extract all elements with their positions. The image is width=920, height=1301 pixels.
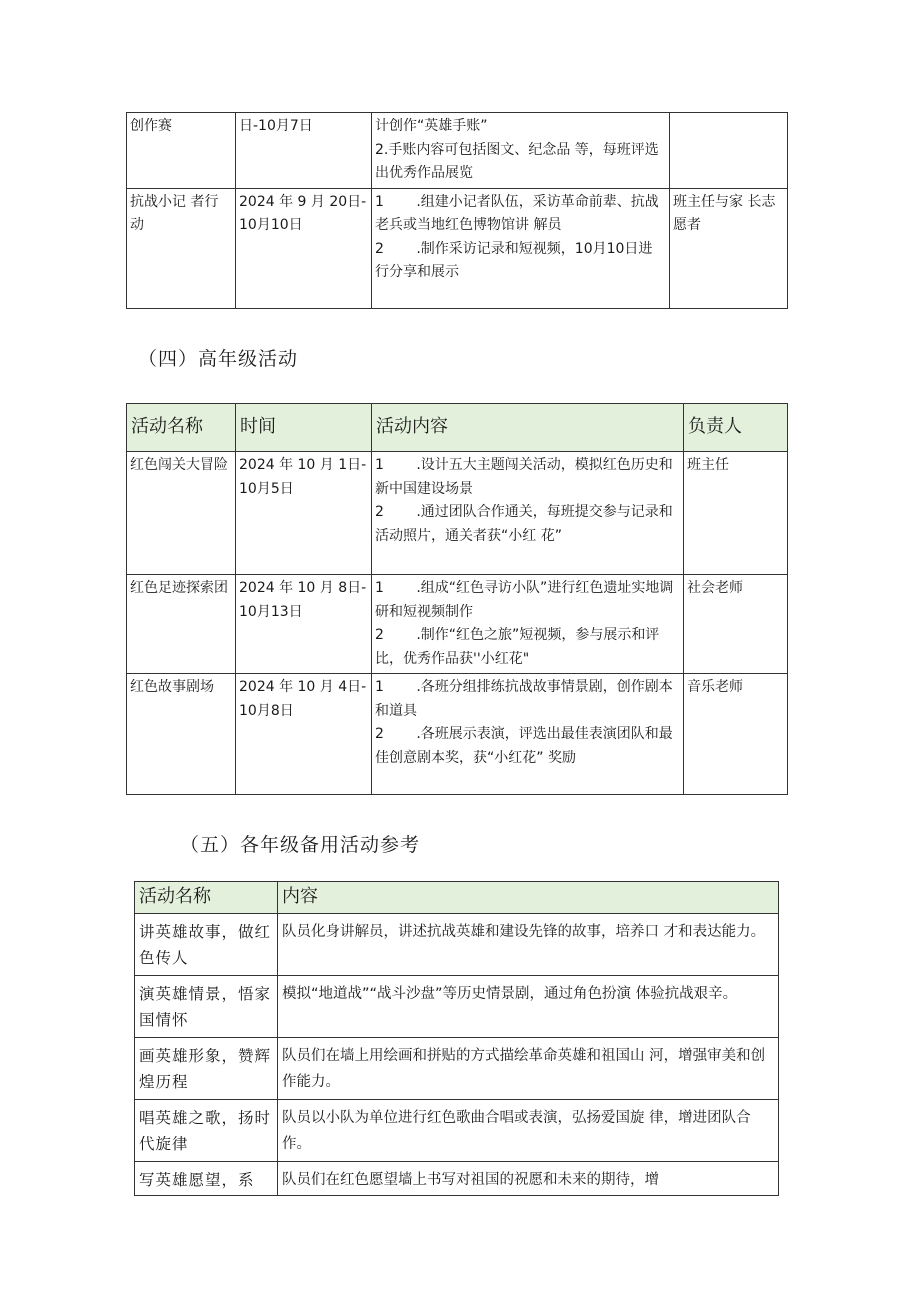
content-line: 1 .组成“红色寻访小队”进行红色遗址实地调研和短视频制作	[375, 580, 674, 620]
activity-name-cell: 画英雄形象，赞辉煌历程	[135, 1038, 278, 1100]
activity-content-cell: 队员们在红色愿望墙上书写对祖国的祝愿和未来的期待，增	[278, 1162, 779, 1196]
section-heading-backup: （五）各年级备用活动参考	[180, 834, 421, 856]
content-line: 1 .各班分组排练抗战故事情景剧，创作剧本和道具	[375, 679, 673, 719]
activity-time-cell: 2024 年 10 月 8日-10月13日	[236, 575, 372, 674]
table-row	[127, 674, 788, 795]
column-header-owner: 负责人	[684, 404, 788, 452]
table-row	[127, 188, 788, 308]
activity-content-cell	[372, 188, 670, 308]
activity-time-cell: 2024 年 10 月 4日-10月8日	[236, 674, 372, 795]
activity-name-cell: 红色闯关大冒险	[127, 452, 236, 575]
table-row	[135, 1038, 779, 1100]
content-line: 1 .设计五大主题闯关活动，模拟红色历史和新中国建设场景	[375, 457, 673, 497]
content-line: 2 .各班展示表演，评选出最佳表演团队和最佳创意剧本奖，获“小红花” 奖励	[375, 726, 673, 766]
activity-name-cell: 创作赛	[127, 113, 236, 189]
activity-name-cell: 唱英雄之歌，扬时代旋律	[135, 1100, 278, 1162]
activity-content-cell	[372, 452, 684, 575]
table-row	[135, 1162, 779, 1196]
activity-content-cell	[372, 113, 670, 189]
table-row	[127, 113, 788, 189]
table-row	[127, 452, 788, 575]
activity-owner-cell	[670, 113, 788, 189]
column-header-name: 活动名称	[127, 404, 236, 452]
activity-name-cell: 红色足迹探索团	[127, 575, 236, 674]
activity-content-cell	[372, 575, 684, 674]
activity-table-continued	[126, 112, 788, 309]
senior-activity-table	[126, 403, 788, 795]
activity-content-cell: 队员以小队为单位进行红色歌曲合唱或表演，弘扬爱国旋 律，增进团队合作。	[278, 1100, 779, 1162]
activity-content-cell: 队员们在墙上用绘画和拼贴的方式描绘革命英雄和祖国山 河，增强审美和创作能力。	[278, 1038, 779, 1100]
section-heading-senior: （四）高年级活动	[138, 348, 299, 370]
activity-time-cell: 日-10月7日	[236, 113, 372, 189]
activity-owner-cell: 班主任	[684, 452, 788, 575]
activity-name-cell: 演英雄情景，悟家国情怀	[135, 976, 278, 1038]
table-row	[135, 976, 779, 1038]
activity-name-cell: 写英雄愿望，系	[135, 1162, 278, 1196]
activity-owner-cell: 班主任与家 长志愿者	[670, 188, 788, 308]
table-row	[127, 575, 788, 674]
activity-content-cell	[372, 674, 684, 795]
content-line: 2 .通过团队合作通关，每班提交参与记录和活动照片，通关者获“小红 花”	[375, 504, 673, 544]
backup-activity-table	[134, 881, 779, 1196]
content-line: 2.手账内容可包括图文、纪念品 等，每班评选出优秀作品展览	[375, 141, 659, 181]
activity-owner-cell: 音乐老师	[684, 674, 788, 795]
activity-content-cell: 模拟“地道战”“战斗沙盘”等历史情景剧，通过角色扮演 体验抗战艰辛。	[278, 976, 779, 1038]
content-line: 2 .制作“红色之旅”短视频，参与展示和评比，优秀作品获''小红花"	[375, 627, 660, 667]
activity-owner-cell: 社会老师	[684, 575, 788, 674]
table-header-row	[127, 404, 788, 452]
table-row	[135, 1100, 779, 1162]
activity-name-cell: 抗战小记 者行动	[127, 188, 236, 308]
activity-time-cell: 2024 年 9 月 20日-10月10日	[236, 188, 372, 308]
activity-content-cell: 队员化身讲解员，讲述抗战英雄和建设先锋的故事，培养口 才和表达能力。	[278, 914, 779, 976]
column-header-time: 时间	[236, 404, 372, 452]
content-line: 计创作“英雄手账”	[375, 118, 488, 134]
table-row	[135, 914, 779, 976]
content-line: 1 .组建小记者队伍，采访革命前辈、抗战老兵或当地红色博物馆讲 解员	[375, 193, 659, 233]
column-header-content: 活动内容	[372, 404, 684, 452]
activity-name-cell: 红色故事剧场	[127, 674, 236, 795]
table-header-row	[135, 882, 779, 914]
column-header-content: 内容	[278, 882, 779, 914]
activity-time-cell: 2024 年 10 月 1日-10月5日	[236, 452, 372, 575]
column-header-name: 活动名称	[135, 882, 278, 914]
activity-name-cell: 讲英雄故事，做红色传人	[135, 914, 278, 976]
content-line: 2 .制作采访记录和短视频，10月10日进行分享和展示	[375, 240, 653, 280]
